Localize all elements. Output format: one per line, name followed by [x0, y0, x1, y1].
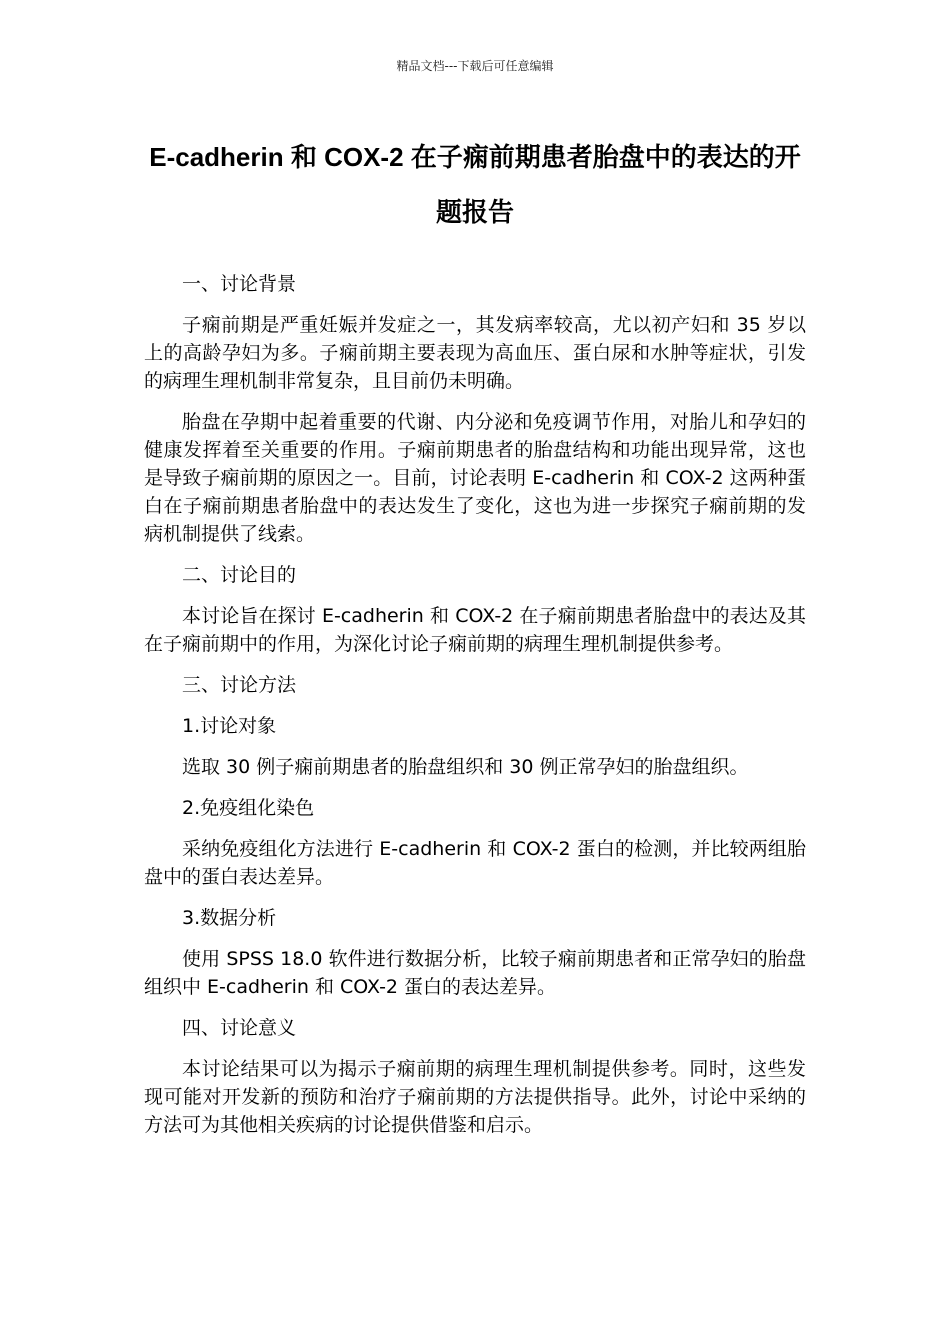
immunohistochemistry-paragraph: 采纳免疫组化方法进行 E-cadherin 和 COX-2 蛋白的检测，并比较两组胎盘中的蛋白表达差异。 [144, 838, 806, 888]
subheading-immunohistochemistry: 2.免疫组化染色 [182, 797, 315, 819]
document-title: E-cadherin 和 COX-2 在子痫前期患者胎盘中的表达的开题报告 [149, 142, 801, 227]
section-heading-methods: 三、讨论方法 [182, 674, 297, 696]
background-paragraph-1: 子痫前期是严重妊娠并发症之一，其发病率较高，尤以初产妇和 35 岁以上的高龄孕妇为多。子痫前期主要表现为高血压、蛋白尿和水肿等症状，引发的病理生理机制非常复杂，且目前仍未明确。 [144, 314, 806, 392]
section-heading-purpose: 二、讨论目的 [182, 564, 297, 586]
significance-paragraph: 本讨论结果可以为揭示子痫前期的病理生理机制提供参考。同时，这些发现可能对开发新的预防和治疗子痫前期的方法提供指导。此外，讨论中采纳的方法可为其他相关疾病的讨论提供借鉴和启示。 [144, 1058, 806, 1136]
section-heading-significance: 四、讨论意义 [182, 1017, 297, 1039]
section-heading-background: 一、讨论背景 [182, 273, 297, 295]
background-paragraph-2: 胎盘在孕期中起着重要的代谢、内分泌和免疫调节作用，对胎儿和孕妇的健康发挥着至关重要的作用。子痫前期患者的胎盘结构和功能出现异常，这也是导致子痫前期的原因之一。目前，讨论表明 E-cadherin 和 COX-2 这两种蛋白在子痫前期患者胎盘中的表达发生了变化，这也为进一步探究子痫前期的发病机制提供了线索。 [144, 411, 806, 545]
data-analysis-paragraph: 使用 SPSS 18.0 软件进行数据分析，比较子痫前期患者和正常孕妇的胎盘组织中 E-cadherin 和 COX-2 蛋白的表达差异。 [144, 948, 806, 998]
document-body [144, 270, 806, 1152]
subheading-data-analysis: 3.数据分析 [182, 907, 277, 929]
purpose-paragraph: 本讨论旨在探讨 E-cadherin 和 COX-2 在子痫前期患者胎盘中的表达及其在子痫前期中的作用，为深化讨论子痫前期的病理生理机制提供参考。 [144, 605, 806, 655]
header-note: 精品文档---下载后可任意编辑 [396, 59, 554, 73]
subjects-paragraph: 选取 30 例子痫前期患者的胎盘组织和 30 例正常孕妇的胎盘组织。 [182, 756, 749, 778]
subheading-subjects: 1.讨论对象 [182, 715, 277, 737]
